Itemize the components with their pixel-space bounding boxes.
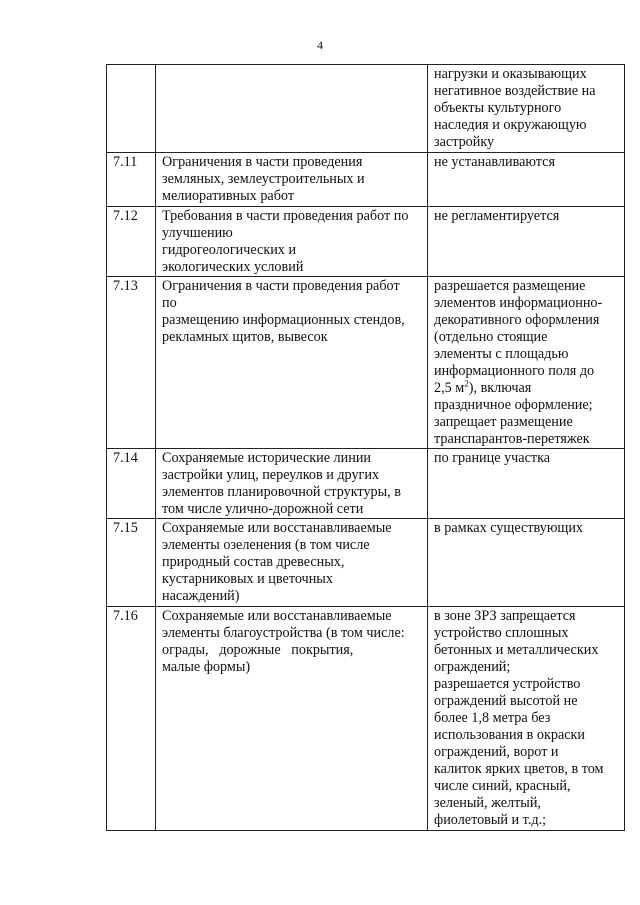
description-line: элементов планировочной структуры, в [162, 484, 401, 500]
row-number: 7.13 [107, 277, 156, 449]
value-line: праздничное оформление; [434, 397, 593, 413]
value-line: калиток ярких цветов, в том [434, 761, 604, 777]
row-value [428, 207, 625, 277]
row-value [428, 607, 625, 831]
description-line: размещению информационных стендов, [162, 312, 405, 328]
value-line: фиолетовый и т.д.; [434, 812, 547, 828]
description-line: земляных, землеустроительных и [162, 171, 365, 187]
value-line: разрешается устройство [434, 676, 581, 692]
row-description [156, 207, 428, 277]
row-description [156, 519, 428, 607]
row-description [156, 153, 428, 207]
description-line: экологических условий [162, 259, 304, 275]
value-line: более 1,8 метра без [434, 710, 551, 726]
row-number: 7.16 [107, 607, 156, 831]
value-line: использования в окраски [434, 727, 586, 743]
row-number [107, 65, 156, 153]
description-line: Сохраняемые или восстанавливаемые [162, 520, 392, 536]
value-line: (отдельно стоящие [434, 329, 548, 345]
description-line: Ограничения в части проведения работ [162, 278, 400, 294]
table-row [107, 65, 625, 153]
value-line: нагрузки и оказывающих [434, 66, 587, 82]
description-line: мелиоративных работ [162, 188, 295, 204]
row-number: 7.11 [107, 153, 156, 207]
table-row [107, 153, 625, 207]
value-line: элементы с площадью [434, 346, 569, 362]
row-description [156, 607, 428, 831]
description-line: элементы благоустройства (в том числе: [162, 625, 405, 641]
table-row [107, 277, 625, 449]
value-line: наследия и окружающую [434, 117, 587, 133]
row-number: 7.14 [107, 449, 156, 519]
value-line: бетонных и металлических [434, 642, 599, 658]
description-line: Сохраняемые исторические линии [162, 450, 372, 466]
value-line: ограждений; [434, 659, 511, 675]
value-line: 2,5 $м^2$), включая [434, 378, 532, 396]
value-line: разрешается размещение [434, 278, 586, 294]
value-line: не регламентируется [434, 208, 560, 224]
row-description [156, 65, 428, 153]
value-line: информационного поля до [434, 363, 595, 379]
description-line: кустарниковых и цветочных [162, 571, 333, 587]
table-row [107, 449, 625, 519]
value-line: объекты культурного [434, 100, 562, 116]
value-line: в зоне ЗРЗ запрещается [434, 608, 576, 624]
row-value [428, 277, 625, 449]
table-row [107, 519, 625, 607]
row-number: 7.15 [107, 519, 156, 607]
value-line: по границе участка [434, 450, 551, 466]
description-line: элементы озеленения (в том числе [162, 537, 370, 553]
description-line: гидрогеологических и [162, 242, 297, 258]
description-line: Требования в части проведения работ по [162, 208, 409, 224]
value-line: устройство сплошных [434, 625, 569, 641]
row-value [428, 519, 625, 607]
row-description [156, 449, 428, 519]
value-line: застройку [434, 134, 495, 150]
row-description [156, 277, 428, 449]
description-line: малые формы) [162, 659, 251, 675]
description-line: насаждений) [162, 588, 240, 604]
value-line: не устанавливаются [434, 154, 555, 170]
value-line: транспарантов-перетяжек [434, 431, 590, 447]
row-number: 7.12 [107, 207, 156, 277]
description-line: Ограничения в части проведения [162, 154, 363, 170]
page-number: 4 [317, 38, 323, 52]
description-line: ограды, дорожные покрытия, [162, 642, 354, 658]
description-line: том числе улично-дорожной сети [162, 501, 364, 517]
value-line: в рамках существующих [434, 520, 584, 536]
regulations-table [106, 64, 625, 831]
row-value [428, 449, 625, 519]
description-line: Сохраняемые или восстанавливаемые [162, 608, 392, 624]
value-line: негативное воздействие на [434, 83, 596, 99]
row-value [428, 153, 625, 207]
description-line: улучшению [162, 225, 233, 241]
table-row [107, 607, 625, 831]
value-line: ограждений высотой не [434, 693, 578, 709]
description-line: застройки улиц, переулков и других [162, 467, 380, 483]
value-line: элементов информационно- [434, 295, 603, 311]
row-value [428, 65, 625, 153]
description-line: рекламных щитов, вывесок [162, 329, 328, 345]
value-line: запрещает размещение [434, 414, 573, 430]
value-line: декоративного оформления [434, 312, 600, 328]
value-line: зеленый, желтый, [434, 795, 541, 811]
value-line: ограждений, ворот и [434, 744, 559, 760]
table-body [107, 65, 625, 831]
value-line: числе синий, красный, [434, 778, 571, 794]
description-line: природный состав древесных, [162, 554, 345, 570]
table-row [107, 207, 625, 277]
description-line: по [162, 295, 177, 311]
